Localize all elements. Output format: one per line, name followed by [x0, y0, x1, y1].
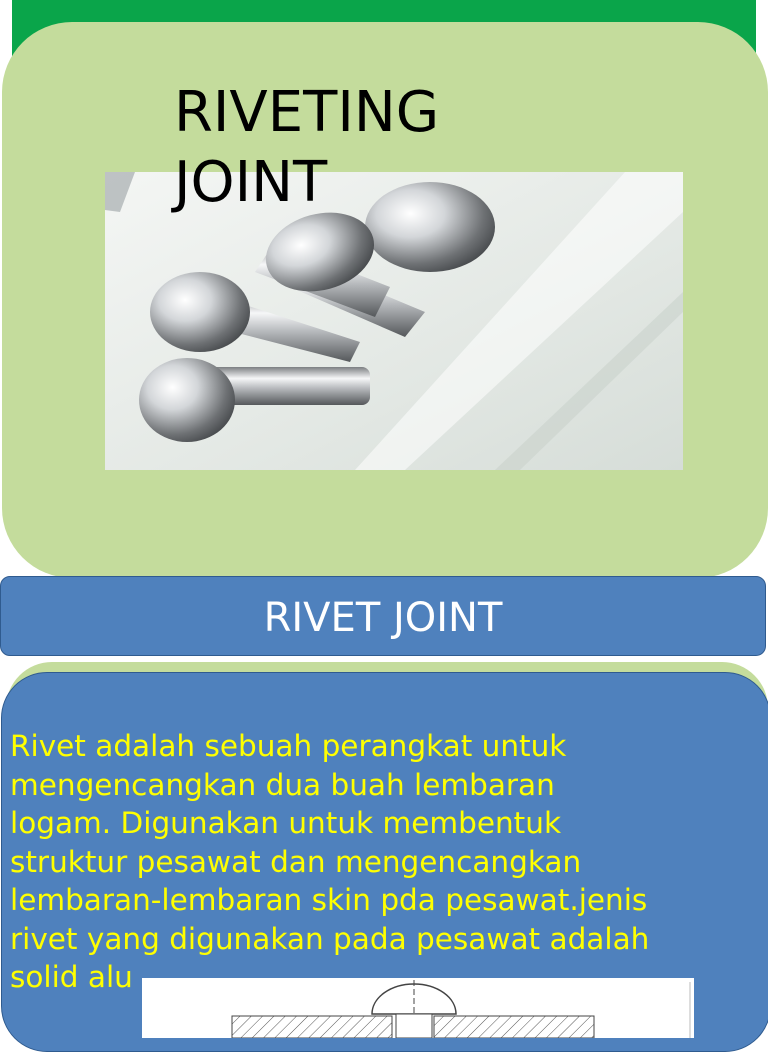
title-line-2: JOINT	[174, 150, 328, 215]
body-line: solid alu	[10, 960, 133, 994]
section-heading: RIVET JOINT	[263, 595, 503, 641]
body-line: lembaran-lembaran skin pda pesawat.jenis	[10, 883, 648, 917]
section-heading-bar	[0, 576, 766, 656]
page-title	[174, 78, 439, 218]
body-line: logam. Digunakan untuk membentuk	[10, 806, 562, 840]
body-line: mengencangkan dua buah lembaran	[10, 767, 555, 802]
rivet-cross-section-diagram	[142, 978, 694, 1038]
body-line: rivet yang digunakan pada pesawat adalah	[10, 921, 650, 956]
body-line: Rivet adalah sebuah perangkat untuk	[10, 729, 567, 763]
title-line-1: RIVETING	[174, 80, 440, 145]
body-line: struktur pesawat dan mengencangkan	[10, 844, 582, 879]
body-paragraph	[10, 727, 762, 997]
